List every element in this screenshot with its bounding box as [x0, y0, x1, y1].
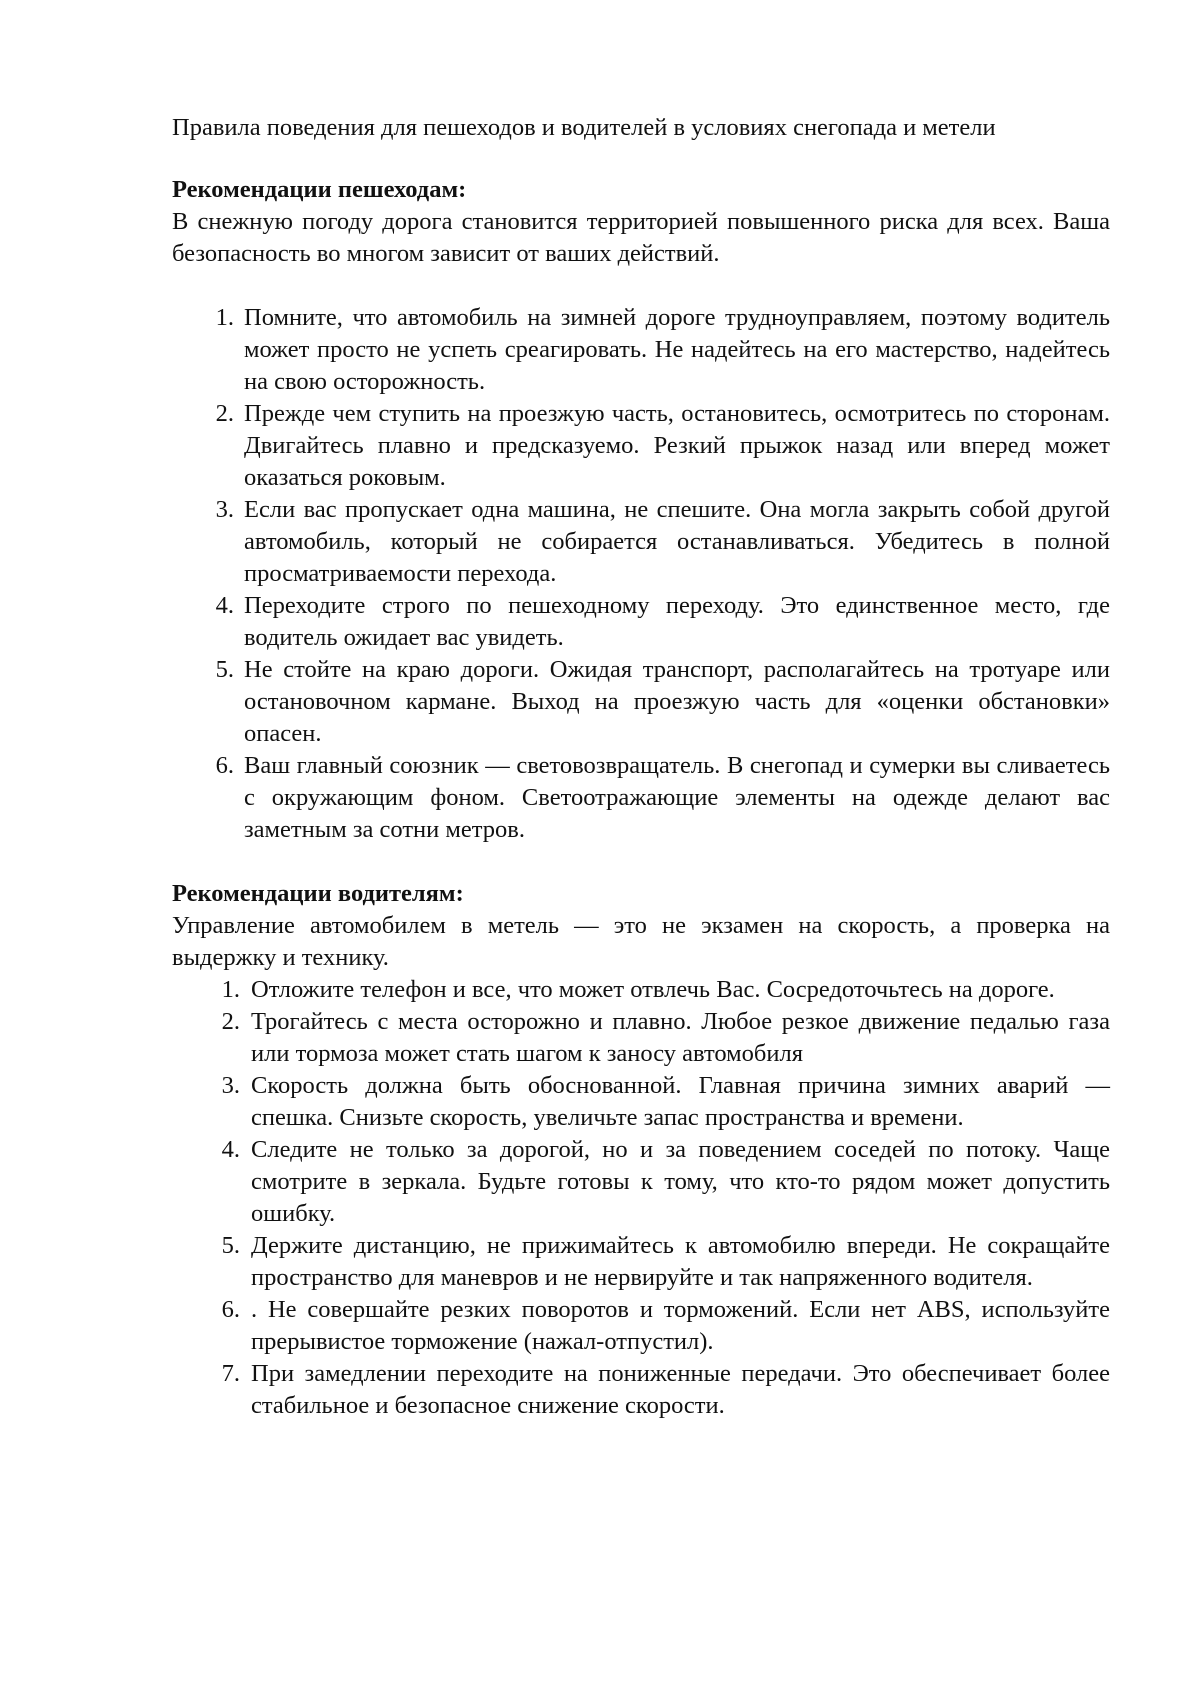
- item-number: 4.: [221, 1136, 240, 1163]
- list-item: [172, 590, 1110, 654]
- item-text: Не стойте на краю дороги. Ожидая транспорт, располагайтесь на тротуаре или остановочном кармане. Выход на проезжую часть для «оценки обстановки» опасен.: [244, 656, 1110, 747]
- list-item: [172, 494, 1110, 590]
- pedestrians-intro: В снежную погоду дорога становится территорией повышенного риска для всех. Ваша безопасность во многом зависит от ваших действий.: [172, 208, 1110, 267]
- item-number: 2.: [221, 1008, 240, 1035]
- document-page: [172, 112, 1110, 1422]
- item-text: Скорость должна быть обоснованной. Главная причина зимних аварий — спешка. Снизьте скорость, увеличьте запас пространства и времени.: [251, 1072, 1110, 1131]
- drivers-list: [172, 974, 1110, 1422]
- list-item: [172, 974, 1110, 1006]
- item-text: Помните, что автомобиль на зимней дороге трудноуправляем, поэтому водитель может просто не успеть среагировать. Не надейтесь на его мастерство, надейтесь на свою осторожность.: [244, 304, 1110, 395]
- item-text: . Не совершайте резких поворотов и торможений. Если нет ABS, используйте прерывистое торможение (нажал-отпустил).: [251, 1296, 1110, 1355]
- document-title: Правила поведения для пешеходов и водителей в условиях снегопада и метели: [172, 114, 996, 141]
- drivers-heading: Рекомендации водителям:: [172, 880, 464, 907]
- item-number: 6.: [221, 1296, 240, 1323]
- item-text: Держите дистанцию, не прижимайтесь к автомобилю впереди. Не сокращайте пространство для маневров и не нервируйте и так напряженного водителя.: [251, 1232, 1110, 1291]
- pedestrians-section: [172, 174, 1110, 846]
- item-text: Следите не только за дорогой, но и за поведением соседей по потоку. Чаще смотрите в зеркала. Будьте готовы к тому, что кто-то рядом может допустить ошибку.: [251, 1136, 1110, 1227]
- item-number: 2.: [215, 400, 234, 427]
- list-item: [172, 654, 1110, 750]
- list-item: [172, 1358, 1110, 1422]
- item-text: При замедлении переходите на пониженные передачи. Это обеспечивает более стабильное и безопасное снижение скорости.: [251, 1360, 1110, 1419]
- list-item: [172, 1134, 1110, 1230]
- list-item: [172, 302, 1110, 398]
- item-text: Если вас пропускает одна машина, не спешите. Она могла закрыть собой другой автомобиль, который не собирается останавливаться. Убедитесь в полной просматриваемости перехода.: [244, 496, 1110, 587]
- list-item: [172, 398, 1110, 494]
- drivers-intro: Управление автомобилем в метель — это не экзамен на скорость, а проверка на выдержку и технику.: [172, 912, 1110, 971]
- item-number: 7.: [221, 1360, 240, 1387]
- item-number: 5.: [221, 1232, 240, 1259]
- item-number: 3.: [215, 496, 234, 523]
- list-item: [172, 750, 1110, 846]
- list-item: [172, 1294, 1110, 1358]
- pedestrians-heading: Рекомендации пешеходам:: [172, 176, 467, 203]
- pedestrians-list: [172, 302, 1110, 846]
- list-item: [172, 1230, 1110, 1294]
- drivers-section: [172, 878, 1110, 1422]
- item-number: 3.: [221, 1072, 240, 1099]
- item-number: 1.: [215, 304, 234, 331]
- item-number: 6.: [215, 752, 234, 779]
- item-text: Прежде чем ступить на проезжую часть, остановитесь, осмотритесь по сторонам. Двигайтесь плавно и предсказуемо. Резкий прыжок назад или вперед может оказаться роковым.: [244, 400, 1110, 491]
- list-item: [172, 1006, 1110, 1070]
- item-text: Ваш главный союзник — световозвращатель. В снегопад и сумерки вы сливаетесь с окружающим фоном. Светоотражающие элементы на одежде делают вас заметным за сотни метров.: [244, 752, 1110, 843]
- item-text: Отложите телефон и все, что может отвлечь Вас. Сосредоточьтесь на дороге.: [251, 976, 1055, 1003]
- item-number: 5.: [215, 656, 234, 683]
- item-number: 1.: [221, 976, 240, 1003]
- item-text: Переходите строго по пешеходному переходу. Это единственное место, где водитель ожидает вас увидеть.: [244, 592, 1110, 651]
- list-item: [172, 1070, 1110, 1134]
- item-number: 4.: [215, 592, 234, 619]
- item-text: Трогайтесь с места осторожно и плавно. Любое резкое движение педалью газа или тормоза может стать шагом к заносу автомобиля: [251, 1008, 1110, 1067]
